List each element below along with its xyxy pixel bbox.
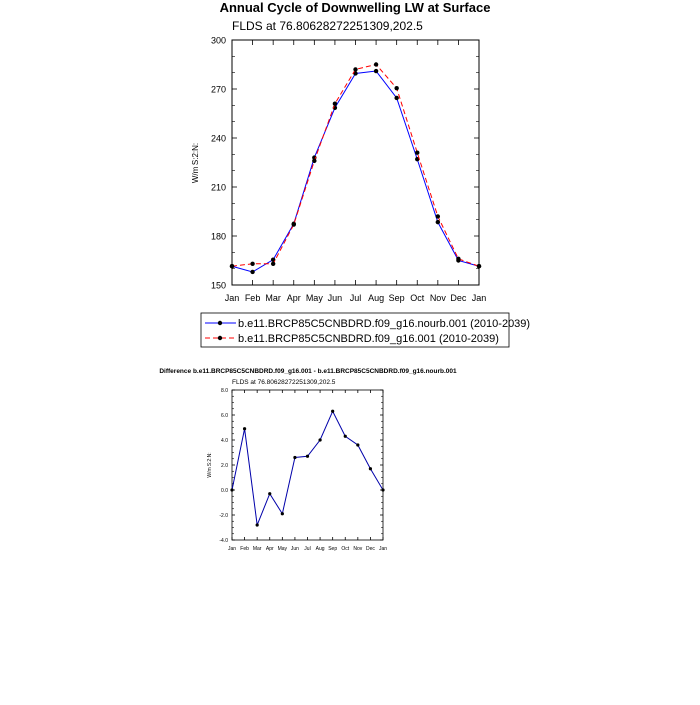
chart2-ytick-label: -2.0 (219, 513, 228, 519)
chart1-ytick-label: 180 (210, 231, 226, 242)
chart1-xtick-label: Sep (388, 293, 405, 303)
chart1-xtick-label: Mar (265, 293, 281, 303)
chart1-xtick-label: Oct (410, 293, 425, 303)
chart1-series-1-point (271, 262, 275, 266)
chart1-ytick-label: 240 (210, 133, 226, 144)
chart1-series-1-point (436, 214, 440, 218)
chart1-xtick-label: Dec (450, 293, 467, 303)
chart2-series-0-point (369, 467, 372, 470)
chart1-series-1-point (312, 159, 316, 163)
chart2-xtick-label: Nov (353, 546, 363, 552)
chart2-series-0-point (293, 456, 296, 459)
chart1-series-1-point (353, 67, 357, 71)
chart2-y-axis-label: W/m S:2:N: (207, 452, 213, 478)
chart2-xtick-label: Jun (290, 546, 299, 552)
chart1-xtick-label: Apr (286, 293, 301, 303)
chart2-xtick-label: Feb (240, 546, 249, 552)
chart2-plot-frame (232, 390, 383, 540)
chart2-series-0-point (230, 488, 233, 491)
chart1-plot-frame (232, 40, 479, 285)
chart2-series-0-line (232, 411, 383, 525)
chart2-xtick-label: May (277, 546, 288, 552)
chart2-xtick-label: Oct (341, 546, 350, 552)
chart1-ytick-label: 150 (210, 280, 226, 291)
chart2-ytick-label: 6.0 (221, 413, 228, 419)
chart1-series-group (230, 62, 481, 274)
chart2-ytick-label: 2.0 (221, 463, 228, 469)
chart2-series-0-point (331, 410, 334, 413)
chart1-series-0-point (374, 69, 378, 73)
chart2-series-0-point (243, 427, 246, 430)
chart1-series-1-point (230, 264, 234, 268)
chart1-title: Annual Cycle of Downwelling LW at Surface (219, 0, 491, 15)
chart2-axes (219, 388, 387, 552)
legend-marker-urb (218, 336, 222, 340)
chart1-series-1-point (374, 62, 378, 66)
chart1-series-1-point (394, 86, 398, 90)
annual-cycle-chart (191, 0, 530, 347)
chart1-xtick-label: Jul (349, 293, 362, 303)
chart1-xtick-label: May (305, 293, 323, 303)
chart1-series-1-point (333, 102, 337, 106)
chart2-xtick-label: Apr (265, 546, 274, 552)
chart1-ytick-label: 210 (210, 182, 226, 193)
chart2-xtick-label: Jan (378, 546, 388, 552)
chart2-series-0-point (306, 455, 309, 458)
chart2-series-0-point (318, 438, 321, 441)
legend-label-nourb: b.e11.BRCP85C5CNBDRD.f09_g16.nourb.001 (2010-2039) (238, 318, 531, 330)
chart2-series-0-point (344, 435, 347, 438)
legend-label-urb: b.e11.BRCP85C5CNBDRD.f09_g16.001 (2010-2039) (238, 333, 499, 345)
chart1-ytick-label: 270 (210, 84, 226, 95)
chart1-series-1-point (292, 222, 296, 226)
chart1-xtick-label: Jun (327, 293, 343, 303)
chart1-xtick-label: Nov (429, 293, 446, 303)
chart1-series-0-point (250, 270, 254, 274)
chart2-series-0-point (281, 512, 284, 515)
chart1-xtick-label: Jan (471, 293, 487, 303)
chart2-ytick-label: 8.0 (221, 388, 228, 394)
chart1-xtick-label: Feb (244, 293, 261, 303)
chart1-series-1-point (415, 151, 419, 155)
chart1-legend (201, 313, 530, 347)
chart2-series-0-point (268, 492, 271, 495)
chart2-xtick-label: Jan (227, 546, 237, 552)
chart2-xtick-label: Dec (365, 546, 375, 552)
chart1-series-0-point (394, 96, 398, 100)
chart1-subtitle: FLDS at 76.80628272251309,202.5 (232, 19, 423, 33)
chart1-xtick-label: Aug (368, 293, 385, 303)
chart2-ytick-label: -4.0 (219, 538, 228, 544)
chart1-ytick-label: 300 (210, 35, 226, 46)
chart1-series-1-point (250, 262, 254, 266)
chart1-series-1-point (456, 257, 460, 261)
chart2-series-0-point (356, 443, 359, 446)
chart2-xtick-label: Jul (304, 546, 311, 552)
chart2-xtick-label: Aug (315, 546, 325, 552)
chart1-series-1-point (477, 264, 481, 268)
chart2-ytick-label: 0.0 (221, 488, 228, 494)
chart2-subtitle: FLDS at 76.80628272251309,202.5 (232, 379, 336, 386)
legend-marker-nourb (218, 321, 222, 325)
chart2-xtick-label: Mar (252, 546, 262, 552)
chart1-xtick-label: Jan (224, 293, 240, 303)
chart1-series-0-line (232, 71, 479, 272)
chart2-series-group (230, 410, 384, 527)
chart1-series-1-line (232, 65, 479, 267)
chart2-series-0-point (256, 523, 259, 526)
chart2-series-0-point (381, 488, 384, 491)
difference-chart (159, 368, 457, 552)
chart2-title: Difference b.e11.BRCP85C5CNBDRD.f09_g16.001 - b.e11.BRCP85C5CNBDRD.f09_g16.nourb.001 (159, 368, 457, 375)
chart2-xtick-label: Sep (328, 546, 338, 552)
chart1-y-axis-label: W/m S:2:N: (191, 142, 200, 184)
chart2-ytick-label: 4.0 (221, 438, 228, 444)
